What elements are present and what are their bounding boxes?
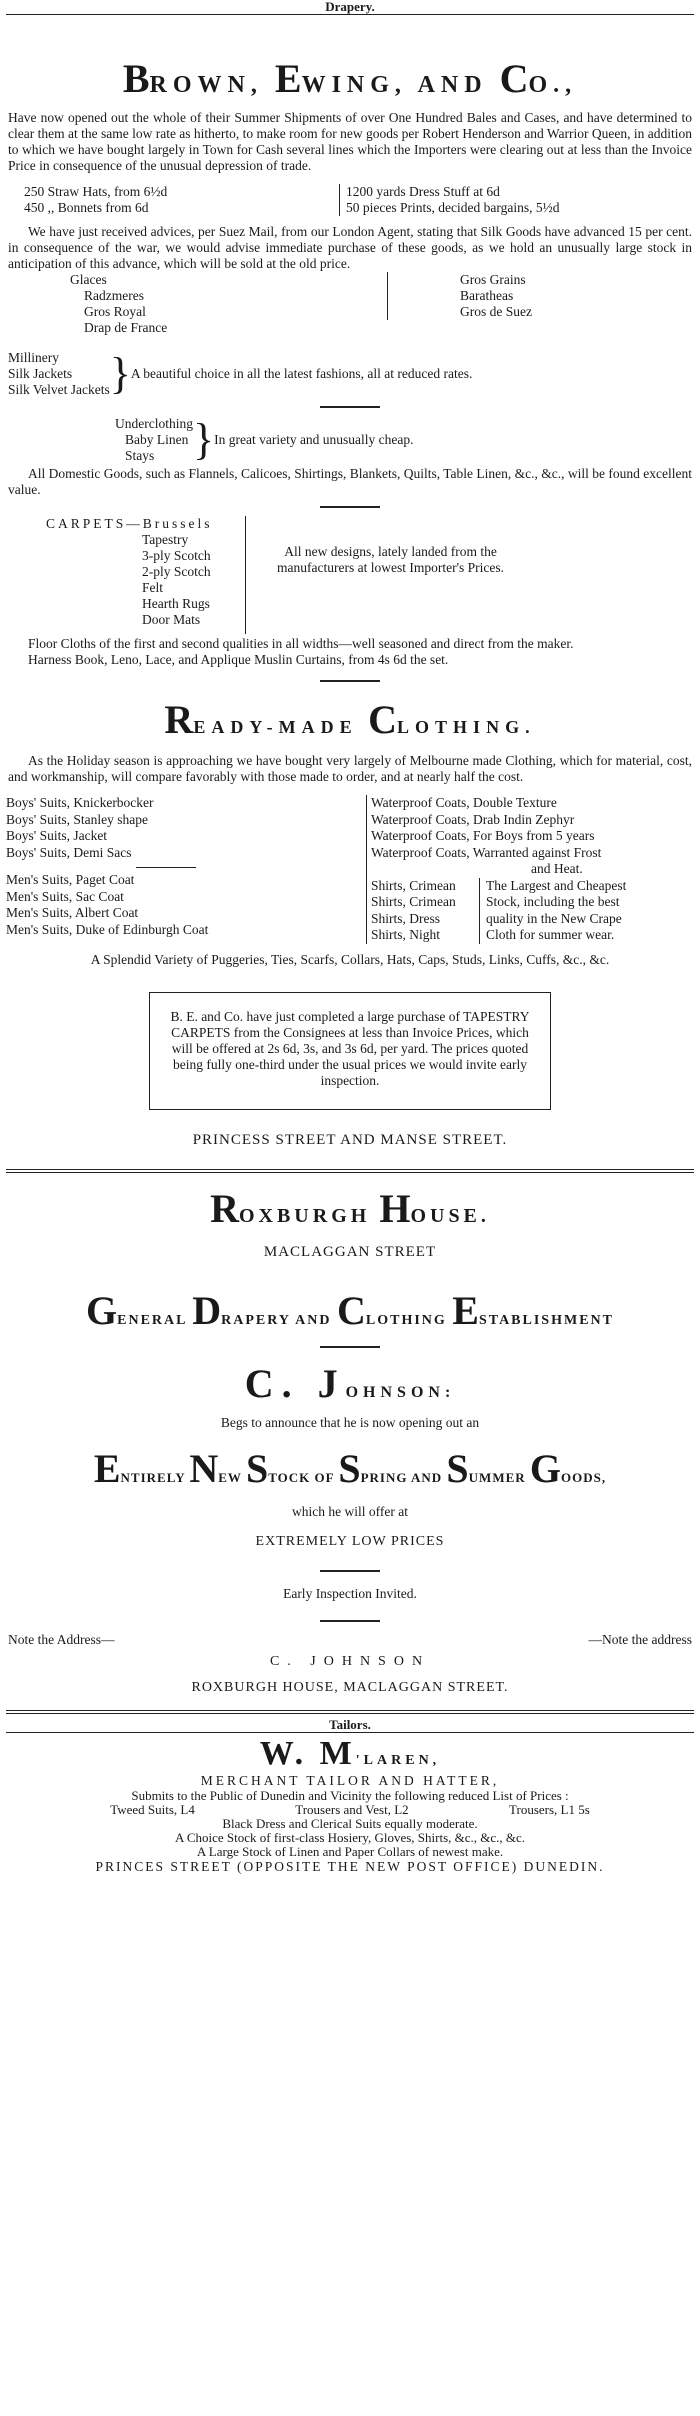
offer-line: which he will offer at bbox=[292, 1503, 408, 1519]
begs-line: Begs to announce that he is now opening out an bbox=[220, 1414, 480, 1430]
divider bbox=[6, 14, 694, 15]
johnson-name: C. JOHNSON: bbox=[244, 1360, 456, 1406]
brown-ewing-ad bbox=[0, 55, 700, 1149]
low-prices: EXTREMELY LOW PRICES bbox=[255, 1533, 445, 1549]
short-rule bbox=[320, 680, 380, 682]
brown-intro: Have now opened out the whole of their Summer Shipments of over One Hundred Bales and Cases, and have determined to clear them at the same low rate as hitherto, to make room for new goods per Robert Henderson and Warrior Queen, in addition to which we have bought largely in Town for Cash several lines which the Importers were clearing out at less than the Invoice Price in consequence of the unusual depression of trade. bbox=[8, 110, 692, 173]
ready-made-title: READY-MADE CLOTHING. bbox=[164, 697, 536, 742]
inspection-line: Early Inspection Invited. bbox=[283, 1585, 417, 1601]
short-rule bbox=[320, 506, 380, 508]
mclaren-hosiery: A Choice Stock of first-class Hosiery, Gloves, Shirts, &c., &c., &c. bbox=[174, 1829, 526, 1845]
carpets-block: CARPETS—Brussels Tapestry 3-ply Scotch 2-ply Scotch Felt Hearth Rugs Door Mats All new designs, lately landed from the manufacturers at lowest Importer's Prices. bbox=[46, 516, 700, 634]
mclaren-trade: MERCHANT TAILOR AND HATTER, bbox=[200, 1772, 500, 1788]
mclaren-address: PRINCES STREET (OPPOSITE THE NEW POST OFFICE) DUNEDIN. bbox=[95, 1858, 605, 1874]
brown-ewing-title: BROWN, EWING, AND CO., bbox=[122, 56, 578, 101]
general-drapery-title: GENERAL DRAPERY AND CLOTHING ESTABLISHMENT bbox=[86, 1287, 614, 1333]
millinery-block: Millinery Silk Jackets Silk Velvet Jackets } A beautiful choice in all the latest fashions, all at reduced rates. bbox=[8, 349, 473, 398]
tailors-ad bbox=[0, 1718, 700, 1874]
mclaren-prices: Tweed Suits, L4 Trousers and Vest, L2 Trousers, L1 5s bbox=[110, 1801, 590, 1817]
roxburgh-address: ROXBURGH HOUSE, MACLAGGAN STREET. bbox=[191, 1679, 509, 1695]
brace: } bbox=[192, 415, 215, 464]
mclaren-name: W. M'LAREN, bbox=[259, 1734, 441, 1772]
section-header-tailors: Tailors. bbox=[329, 1716, 371, 1732]
mclaren-linen: A Large Stock of Linen and Paper Collars of newest make. bbox=[196, 1843, 504, 1859]
domestic-goods: All Domestic Goods, such as Flannels, Calicoes, Shirtings, Blankets, Quilts, Table Linen, &c., &c., will be found excellent value. bbox=[8, 466, 692, 497]
roxburgh-ad bbox=[0, 1185, 700, 1696]
boys-coats-table: Boys' Suits, Knickerbocker Boys' Suits, Stanley shape Boys' Suits, Jacket Boys' Suits, Demi Sacs Men's Suits, Paget Coat Men's Suits, Sac Coat Men's Suits, Albert Coat Men's Suits, Duke of Edinburgh Coat Waterproof Coats, Double Texture Waterproof Coats, Drab Indin Zephyr Waterproof Coats, For Boys from 5 years Waterproof Coats, Warranted against Frost and Heat. Shirts, Crimean Shirts, Crimean Shirts, Dress Shirts, Night The Largest and Cheapest Stock, including the best quality in the New Crape Cloth for summer wear. bbox=[6, 795, 694, 944]
floor-cloths: Floor Cloths of the first and second qualities in all widths—well seasoned and direct from the maker. bbox=[28, 636, 574, 651]
underclothing-block: Underclothing Baby Linen Stays } In great variety and unusually cheap. bbox=[115, 415, 414, 464]
silk-para: We have just received advices, per Suez Mail, from our London Agent, stating that Silk Goods have advanced 15 per cent. in consequence of the war, we would advise immediate purchase of these goods, as we hold an unusually large stock in anticipation of this advance, which will be sold at the old price. bbox=[8, 224, 692, 271]
short-rule bbox=[320, 406, 380, 408]
short-rule bbox=[320, 1570, 380, 1572]
hat-prices: 250 Straw Hats, from 6½d 450 ,, Bonnets from 6d 1200 yards Dress Stuff at 6d 50 pieces Prints, decided bargains, 5½d bbox=[24, 184, 676, 216]
silk-list: Glaces Radzmeres Gros Royal Drap de France Gros Grains Baratheas Gros de Suez bbox=[70, 272, 700, 336]
tapestry-notice-box: B. E. and Co. have just completed a large purchase of TAPESTRY CARPETS from the Consignees at less than Invoice Prices, which will be offered at 2s 6d, 3s, and 3s 6d, per yard. The prices quoted being fully one-third under the usual prices we would invite early inspection. bbox=[149, 992, 551, 1110]
divider bbox=[6, 1710, 694, 1714]
mclaren-submits: Submits to the Public of Dunedin and Vicinity the following reduced List of Prices : bbox=[131, 1787, 569, 1803]
divider bbox=[6, 1169, 694, 1173]
divider bbox=[6, 1732, 694, 1733]
note-address: Note the Address— —Note the address bbox=[8, 1631, 692, 1647]
ready-made-intro: As the Holiday season is approaching we have bought very largely of Melbourne made Clothing, which for material, cost, and workmanship, will compare favorably with those made to order, and at nearly half the cost. bbox=[8, 753, 692, 784]
mclaren-black: Black Dress and Clerical Suits equally moderate. bbox=[222, 1815, 478, 1831]
johnson-signature: C. JOHNSON bbox=[269, 1653, 431, 1669]
section-header-drapery: Drapery. bbox=[325, 0, 375, 14]
short-rule bbox=[320, 1620, 380, 1622]
new-stock-title: ENTIRELY NEW STOCK OF SPRING AND SUMMER GOODS, bbox=[93, 1445, 607, 1491]
harness-curtains: Harness Book, Leno, Lace, and Applique Muslin Curtains, from 4s 6d the set. bbox=[28, 652, 449, 667]
bracket bbox=[229, 516, 246, 634]
brace: } bbox=[109, 349, 131, 398]
roxburgh-street: MACLAGGAN STREET bbox=[263, 1243, 437, 1260]
puggeries-line: A Splendid Variety of Puggeries, Ties, Scarfs, Collars, Hats, Caps, Studs, Links, Cuffs, &c., &c. bbox=[90, 951, 610, 967]
roxburgh-title: ROXBURGH HOUSE. bbox=[210, 1185, 490, 1231]
brown-address: PRINCESS STREET AND MANSE STREET. bbox=[192, 1131, 508, 1148]
short-rule bbox=[320, 1346, 380, 1348]
